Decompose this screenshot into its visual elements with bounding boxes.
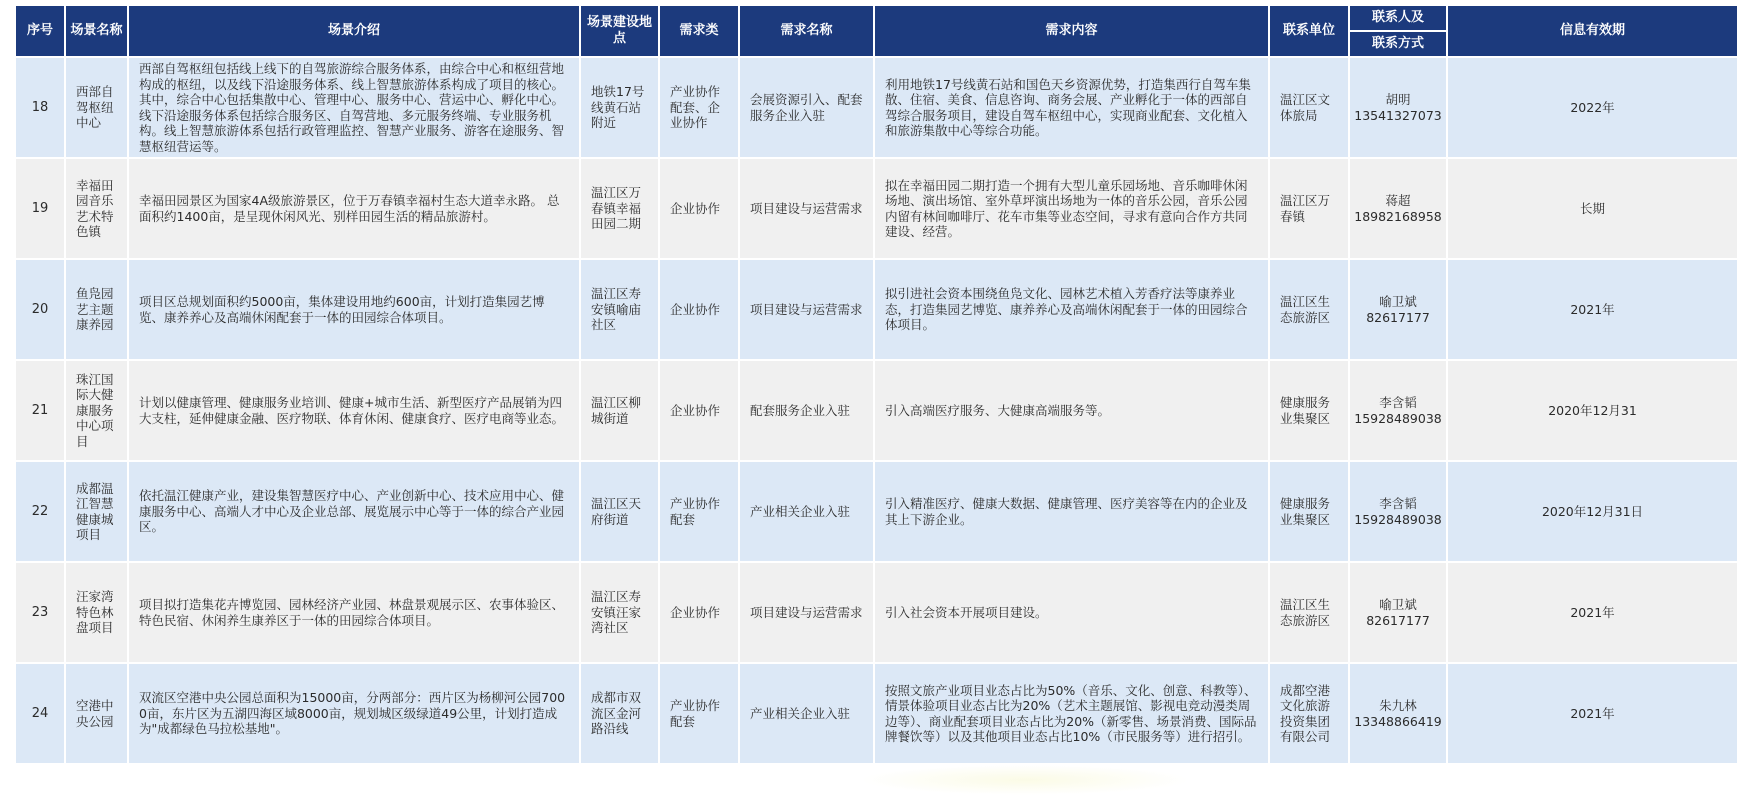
row-demand-content: 引入高端医疗服务、大健康高端服务等。 [874, 360, 1269, 461]
header-validity: 信息有效期 [1447, 5, 1737, 57]
row-location: 温江区万春镇幸福田园二期 [580, 158, 659, 259]
header-scene-name: 场景名称 [65, 5, 128, 57]
row-contact-name: 李含韬 [1379, 395, 1417, 410]
table-row [15, 259, 1737, 360]
row-demand-name: 项目建设与运营需求 [739, 259, 874, 360]
row-demand-type: 产业协作配套、企业协作 [659, 57, 739, 158]
row-validity: 2020年12月31 [1447, 360, 1737, 461]
row-unit: 温江区万春镇 [1269, 158, 1349, 259]
row-validity: 2021年 [1447, 259, 1737, 360]
row-index: 19 [15, 158, 65, 259]
header-demand-content: 需求内容 [874, 5, 1269, 57]
row-demand-content: 利用地铁17号线黄石站和国色天乡资源优势，打造集西行自驾车集散、住宿、美食、信息咨询、商务会展、产业孵化于一体的西部自驾综合服务项目，建设自驾车枢纽中心，实现商业配套、文化植入和旅游集散中心等综合功能。 [874, 57, 1269, 158]
row-location: 温江区寿安镇喻庙社区 [580, 259, 659, 360]
row-demand-content: 拟引进社会资本围绕鱼凫文化、园林艺术植入芳香疗法等康养业态，打造集园艺博览、康养养心及高端休闲配套于一体的田园综合体项目。 [874, 259, 1269, 360]
row-validity: 长期 [1447, 158, 1737, 259]
table-row [15, 663, 1737, 764]
row-index: 18 [15, 57, 65, 158]
row-demand-type: 企业协作 [659, 360, 739, 461]
row-scene-intro: 依托温江健康产业，建设集智慧医疗中心、产业创新中心、技术应用中心、健康服务中心、高端人才中心及企业总部、展览展示中心等于一体的综合产业园区。 [128, 461, 580, 562]
row-contact [1349, 562, 1447, 663]
header-demand-type: 需求类 [659, 5, 739, 57]
header-location: 场景建设地点 [580, 5, 659, 57]
row-scene-intro: 计划以健康管理、健康服务业培训、健康+城市生活、新型医疗产品展销为四大支柱，延伸健康金融、医疗物联、体育休闲、健康食疗、医疗电商等业态。 [128, 360, 580, 461]
row-scene-intro: 幸福田园景区为国家4A级旅游景区，位于万春镇幸福村生态大道幸永路。 总面积约1400亩，是呈现休闲风光、别样田园生活的精品旅游村。 [128, 158, 580, 259]
row-index: 20 [15, 259, 65, 360]
row-contact-name: 李含韬 [1379, 496, 1417, 511]
scene-demand-table [14, 4, 1737, 765]
row-contact-name: 朱九林 [1379, 698, 1417, 713]
row-location: 温江区天府街道 [580, 461, 659, 562]
row-demand-content: 引入精准医疗、健康大数据、健康管理、医疗美容等在内的企业及其上下游企业。 [874, 461, 1269, 562]
row-demand-name: 项目建设与运营需求 [739, 562, 874, 663]
row-demand-type: 产业协作配套 [659, 663, 739, 764]
row-contact-name: 蒋超 [1385, 193, 1411, 208]
row-location: 温江区柳城街道 [580, 360, 659, 461]
scene-demand-table-wrapper [14, 4, 1737, 765]
row-location: 地铁17号线黄石站附近 [580, 57, 659, 158]
row-contact-phone: 18982168958 [1354, 208, 1442, 224]
row-demand-name: 项目建设与运营需求 [739, 158, 874, 259]
row-scene-name: 空港中央公园 [65, 663, 128, 764]
row-unit: 健康服务业集聚区 [1269, 360, 1349, 461]
row-unit: 温江区生态旅游区 [1269, 562, 1349, 663]
row-index: 24 [15, 663, 65, 764]
row-validity: 2021年 [1447, 562, 1737, 663]
row-unit: 成都空港文化旅游投资集团有限公司 [1269, 663, 1349, 764]
row-contact-name: 喻卫斌 [1379, 597, 1417, 612]
row-location: 温江区寿安镇汪家湾社区 [580, 562, 659, 663]
row-scene-intro: 西部自驾枢纽包括线上线下的自驾旅游综合服务体系，由综合中心和枢纽营地构成的枢纽，以及线下沿途服务体系、线上智慧旅游体系构成了项目的核心。其中，综合中心包括集散中心、管理中心、服务中心、营运中心、孵化中心。线下沿途服务体系包括综合服务区、自驾营地、多元服务终端、专业服务机构。线上智慧旅游体系包括行政管理监控、智慧产业服务、游客在途服务、智慧枢纽营运等。 [128, 57, 580, 158]
row-demand-name: 产业相关企业入驻 [739, 461, 874, 562]
row-demand-name: 产业相关企业入驻 [739, 663, 874, 764]
table-row [15, 461, 1737, 562]
row-contact [1349, 57, 1447, 158]
row-contact-phone: 13541327073 [1354, 107, 1442, 123]
row-demand-type: 产业协作配套 [659, 461, 739, 562]
row-scene-intro: 项目区总规划面积约5000亩，集体建设用地约600亩，计划打造集园艺博览、康养养心及高端休闲配套于一体的田园综合体项目。 [128, 259, 580, 360]
header-unit: 联系单位 [1269, 5, 1349, 57]
row-scene-name: 鱼凫园艺主题康养园 [65, 259, 128, 360]
row-validity: 2022年 [1447, 57, 1737, 158]
row-scene-name: 珠江国际大健康服务中心项目 [65, 360, 128, 461]
row-scene-name: 幸福田园音乐艺术特色镇 [65, 158, 128, 259]
row-unit: 温江区生态旅游区 [1269, 259, 1349, 360]
row-contact-name: 喻卫斌 [1379, 294, 1417, 309]
row-index: 21 [15, 360, 65, 461]
table-row [15, 562, 1737, 663]
row-validity: 2021年 [1447, 663, 1737, 764]
row-index: 22 [15, 461, 65, 562]
row-contact-phone: 13348866419 [1354, 713, 1442, 729]
row-demand-content: 拟在幸福田园二期打造一个拥有大型儿童乐园场地、音乐咖啡休闲场地、演出场馆、室外草坪演出场地为一体的音乐公园，音乐公园内留有林间咖啡厅、花车市集等业态空间，寻求有意向合作方共同建设、经营。 [874, 158, 1269, 259]
row-scene-intro: 双流区空港中央公园总面积为15000亩，分两部分：西片区为杨柳河公园7000亩，东片区为五湖四海区域8000亩，规划城区级绿道49公里，计划打造成为"成都绿色马拉松基地"。 [128, 663, 580, 764]
row-scene-name: 西部自驾枢纽中心 [65, 57, 128, 158]
row-contact-name: 胡明 [1385, 92, 1411, 107]
header-contact-person: 联系人及 [1349, 5, 1447, 31]
row-contact-phone: 15928489038 [1354, 511, 1442, 527]
row-contact-phone: 15928489038 [1354, 410, 1442, 426]
row-contact [1349, 663, 1447, 764]
table-header [15, 5, 1737, 57]
row-contact [1349, 158, 1447, 259]
header-contact-method: 联系方式 [1349, 31, 1447, 57]
row-demand-type: 企业协作 [659, 562, 739, 663]
table-row [15, 57, 1737, 158]
table-row [15, 360, 1737, 461]
row-demand-type: 企业协作 [659, 158, 739, 259]
row-validity: 2020年12月31日 [1447, 461, 1737, 562]
header-scene-intro: 场景介绍 [128, 5, 580, 57]
row-contact [1349, 461, 1447, 562]
row-demand-name: 配套服务企业入驻 [739, 360, 874, 461]
row-location: 成都市双流区金河路沿线 [580, 663, 659, 764]
table-row [15, 158, 1737, 259]
row-demand-type: 企业协作 [659, 259, 739, 360]
header-index: 序号 [15, 5, 65, 57]
row-demand-content: 按照文旅产业项目业态占比为50%（音乐、文化、创意、科教等）、情景体验项目业态占比为20%（艺术主题展馆、影视电竞动漫类周边等）、商业配套项目业态占比为20%（新零售、场景消费、国际品牌餐饮等）以及其他项目业态占比10%（市民服务等）进行招引。 [874, 663, 1269, 764]
row-contact [1349, 360, 1447, 461]
row-index: 23 [15, 562, 65, 663]
row-demand-name: 会展资源引入、配套服务企业入驻 [739, 57, 874, 158]
row-demand-content: 引入社会资本开展项目建设。 [874, 562, 1269, 663]
header-demand-name: 需求名称 [739, 5, 874, 57]
row-scene-intro: 项目拟打造集花卉博览园、园林经济产业园、林盘景观展示区、农事体验区、特色民宿、休闲养生康养区于一体的田园综合体项目。 [128, 562, 580, 663]
row-unit: 健康服务业集聚区 [1269, 461, 1349, 562]
row-contact-phone: 82617177 [1366, 612, 1430, 628]
row-scene-name: 汪家湾特色林盘项目 [65, 562, 128, 663]
row-contact [1349, 259, 1447, 360]
row-unit: 温江区文体旅局 [1269, 57, 1349, 158]
decorative-glow [860, 765, 1190, 795]
row-contact-phone: 82617177 [1366, 309, 1430, 325]
row-scene-name: 成都温江智慧健康城项目 [65, 461, 128, 562]
